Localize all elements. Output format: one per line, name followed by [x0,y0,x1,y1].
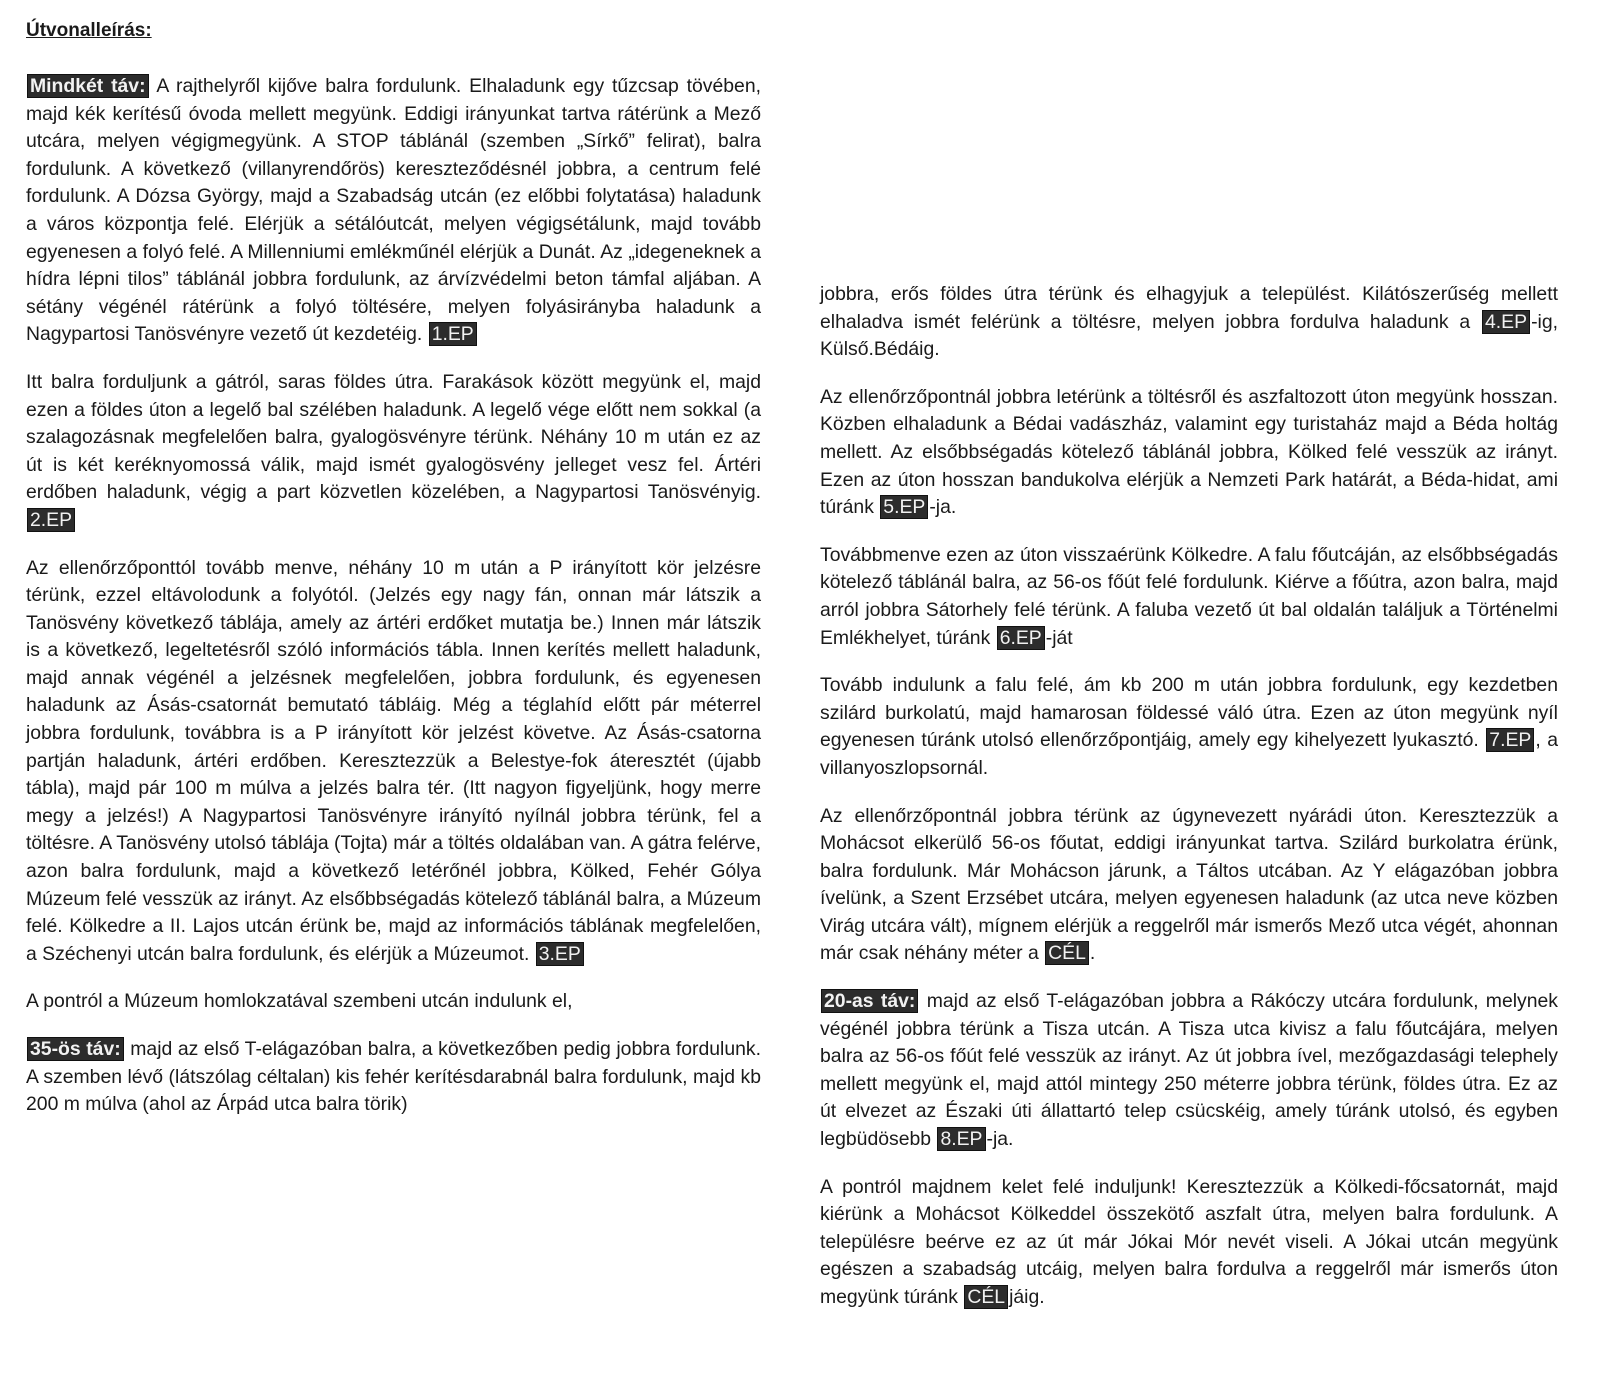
paragraph-to-ep4 [820,281,1558,364]
paragraph-text: majd az első T-elágazóban jobbra a Rákóczy utcára fordulunk, melynek végénél jobbra térünk a Tisza utcán. A Tisza utca kivisz a falu főutcájára, melyen balra az 56-os főút felé vesszük az irányt. Az út jobbra ível, mezőgazdasági telephely mellett megyünk el, majd attól mintegy 250 méterre jobbra térünk, földes útra. Ez az út elvezet az Északi úti állattartó telep csücskéig, amely túránk utolsó, és egyben legbüdösebb [820,990,1559,1151]
paragraph-suffix: -ját [1045,626,1073,649]
paragraph-to-ep5 [820,384,1558,522]
paragraph-20-distance [820,988,1558,1154]
paragraph-to-ep7 [820,672,1558,782]
route-label-20: 20-as táv: [821,989,918,1013]
paragraph-text: Az ellenőrzőpontnál jobbra letérünk a töltésről és aszfaltozott úton megyünk hosszan. Közben elhaladunk a Bédai vadászház, valamint egy turistaház majd a Béda holtág mellett. Az elsőbbségadás kötelező táblánál jobbra, Kölked felé vesszük az irányt. Ezen az úton hosszan bandukolva elérjük a Nemzeti Park határát, a Béda-hidat, ami túránk [820,385,1558,519]
checkpoint-badge-2: 2.EP [27,508,75,532]
paragraph-suffix: jáig. [1009,1286,1045,1308]
paragraph-to-finish-20 [820,1174,1558,1312]
paragraph-from-museum [26,988,761,1016]
route-label-35: 35-ös táv: [27,1037,124,1061]
checkpoint-badge-1: 1.EP [429,322,477,346]
paragraph-suffix: -ja. [929,496,957,519]
right-column [820,281,1558,1332]
paragraph-to-ep2 [26,369,761,535]
paragraph-text: jobbra, erős földes útra térünk és elhagyjuk a települést. Kilátószerűség mellett elhaladva ismét felérünk a töltésre, melyen jobbra fordulva haladunk a [820,283,1558,333]
paragraph-text: A rajthelyről kijőve balra fordulunk. Elhaladunk egy tűzcsap tövében, majd kék kerítésű óvoda mellett megyünk. Eddigi irányunkat tartva rátérünk a Mező utcára, melyen végigmegyünk. A STOP táblánál (szemben „Sírkő” felirat), balra fordulunk. A következő (villanyrendőrös) kereszteződésnél jobbra, a centrum felé fordulunk. A Dózsa György, majd a Szabadság utcán (ez előbbi folytatása) haladunk a város központja felé. Elérjük a sétálóutcát, melyen végigsétálunk, majd tovább egyenesen a folyó felé. A Millenniumi emlékműnél elérjük a Dunát. Az „idegeneknek a hídra lépni tilos” táblánál jobbra fordulunk, az árvízvédelmi beton támfal aljában. A sétány végénél rátérünk a folyó töltésére, melyen folyásirányba haladunk a Nagypartosi Tanösvényre vezető út kezdetéig. [26,75,761,346]
page-title: Útvonalleírás: [26,20,152,41]
route-label-both: Mindkét táv: [27,74,149,98]
paragraph-suffix: -ja. [986,1128,1014,1151]
paragraph-suffix: , a villanyoszlopsornál. [820,729,1559,779]
paragraph-text: Továbbmenve ezen az úton visszaérünk Kölkedre. A falu főutcáján, az elsőbbségadás kötelező táblánál balra, az 56-os főút felé fordulunk. Kiérve a főútra, azon balra, majd arról jobbra Sátorhely felé térünk. A faluba vezető út bal oldalán találjuk a Történelmi Emlékhelyet, túránk [820,543,1558,649]
paragraph-text: Az ellenőrzőpontnál jobbra térünk az úgynevezett nyárádi úton. Keresztezzük a Mohácsot elkerülő 56-os főutat, eddigi irányunkat tartva. Szilárd burkolatra érünk, balra fordulunk. Már Mohácson járunk, a Táltos utcában. Az Y elágazóban jobbra ívelünk, a Szent Erzsébet utcára, melyen egyenesen haladunk (az utca neve közben Virág utcára vált), mígnem elérjük a reggelről már ismerős Mező utca végét, ahonnan már csak néhány méter a [820,804,1558,965]
left-column [26,73,761,1139]
checkpoint-badge-8: 8.EP [937,1127,985,1151]
paragraph-text: Tovább indulunk a falu felé, ám kb 200 m után jobbra fordulunk, egy kezdetben szilárd burkolatú, majd hamarosan földessé váló útra. Ezen az úton megyünk nyíl egyenesen túránk utolsó ellenőrzőpontjáig, amely egy kihelyezett lyukasztó. [820,674,1558,752]
checkpoint-badge-3: 3.EP [536,942,584,966]
finish-badge: CÉL [964,1285,1008,1309]
paragraph-to-finish-35 [820,803,1558,969]
paragraph-text: majd az első T-elágazóban balra, a következőben pedig jobbra fordulunk. A szemben lévő (látszólag céltalan) kis fehér kerítésdarabnál balra fordulunk, majd kb 200 m múlva (ahol az Árpád utca balra törik) [26,1038,761,1116]
finish-badge: CÉL [1045,941,1089,965]
paragraph-text: Itt balra forduljunk a gátról, saras földes útra. Farakások között megyünk el, majd ezen a földes úton a legelő bal szélében haladunk. A legelő vége előtt nem sokkal (a szalagozásnak megfelelően balra, gyalogösvényre térünk. Néhány 10 m után ez az út is két keréknyomossá válik, majd ismét gyalogösvény jelleget vesz fel. Ártéri erdőben haladunk, végig a part közvetlen közelében, a Nagypartosi Tanösvényig. [26,370,761,504]
paragraph-to-ep6 [820,542,1558,652]
paragraph-suffix: . [1089,942,1096,965]
paragraph-to-ep3 [26,555,761,969]
checkpoint-badge-6: 6.EP [997,626,1045,650]
paragraph-text: A pontról majdnem kelet felé induljunk! Keresztezzük a Kölkedi-főcsatornát, majd kiérünk a Mohácsot Kölkeddel összekötő aszfalt útra, melyen balra fordulunk. A településre beérve ez az út már Jókai Mór nevét viseli. A Jókai utcán megyünk egészen a szabadság utcáig, melyen balra fordulva a reggelről már ismerős úton megyünk túránk [820,1175,1558,1308]
paragraph-35-distance [26,1036,761,1119]
paragraph-text: A pontról a Múzeum homlokzatával szembeni utcán indulunk el, [26,990,573,1013]
checkpoint-badge-4: 4.EP [1482,310,1530,334]
checkpoint-badge-5: 5.EP [880,495,928,519]
checkpoint-badge-7: 7.EP [1486,728,1534,752]
paragraph-text: Az ellenőrzőponttól tovább menve, néhány 10 m után a P irányított kör jelzésre térünk, ezzel eltávolodunk a folyótól. (Jelzés egy nagy fán, onnan már látszik a Tanösvény következő táblája, amely az ártéri erdőket mutatja be.) Innen már látszik is a következő, legeltetésről szóló információs tábla. Innen kerítés mellett haladunk, majd annak végénél a jelzésnek megfelelően, jobbra fordulunk, és egyenesen haladunk az Ásás-csatornát bemutató tábláig. Még a téglahíd előtt pár méterrel jobbra fordulunk, továbbra is a P irányított kör jelzést követve. Az Ásás-csatorna partján haladunk, ártéri erdőben. Keresztezzük a Belestye-fok áteresztét (újabb tábla), majd pár 100 m múlva a jelzés balra tér. (Itt nagyon figyeljünk, hogy merre megy a jelzés!) A Nagypartosi Tanösvényre irányító nyílnál jobbra térünk, fel a töltésre. A Tanösvény utolsó táblája (Tojta) már a töltés oldalában van. A gátra felérve, azon balra fordulunk, majd a következő letérőnél jobbra, Kölked, Fehér Gólya Múzeum felé vesszük az irányt. Az elsőbbségadás kötelező táblánál balra, a Múzeum felé. Kölkedre a II. Lajos utcán érünk be, majd az információs táblának megfelelően, a Széchenyi utcán balra fordulunk, és elérjük a Múzeumot. [26,556,761,965]
paragraph-suffix: -ig, Külső.Bédáig. [820,310,1558,361]
paragraph-both-distances [26,73,761,349]
